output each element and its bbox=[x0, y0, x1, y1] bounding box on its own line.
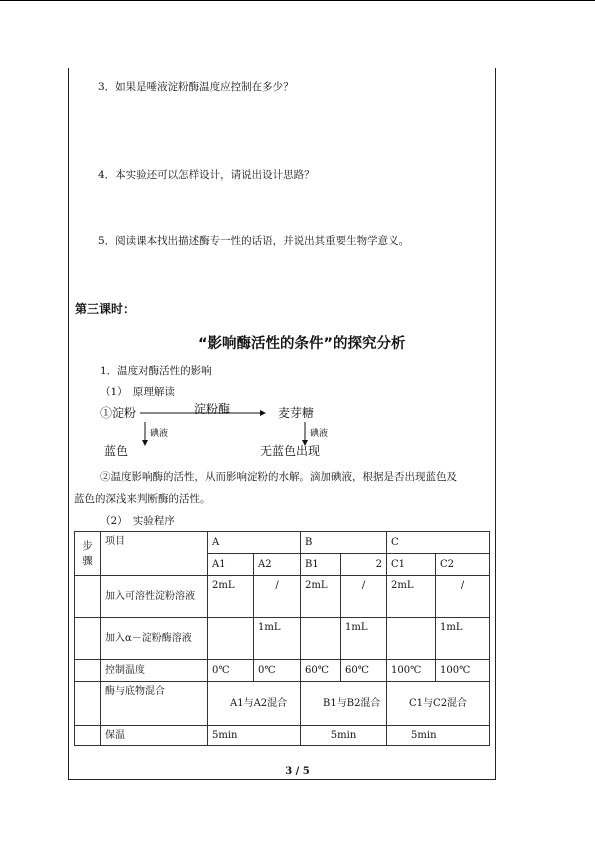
table-cell: 100℃ bbox=[436, 660, 490, 682]
table-row bbox=[75, 682, 490, 726]
table-cell: 1mL bbox=[254, 618, 301, 660]
step-cell bbox=[75, 682, 101, 726]
table-cell bbox=[208, 618, 254, 660]
item-header: 项目 bbox=[101, 532, 208, 576]
procedure-table bbox=[74, 531, 490, 746]
step-header: 步骤 bbox=[75, 532, 101, 576]
table-cell: 5min bbox=[208, 726, 301, 746]
table-cell: 5min bbox=[387, 726, 490, 746]
table-cell: 5min bbox=[301, 726, 387, 746]
table-cell: / bbox=[341, 576, 387, 618]
table-row bbox=[75, 576, 490, 618]
group-c-header: C bbox=[387, 532, 490, 554]
subheader-a1: A1 bbox=[208, 554, 254, 576]
step-cell bbox=[75, 726, 101, 746]
row-label: 加入可溶性淀粉溶液 bbox=[101, 576, 208, 618]
table-cell bbox=[387, 618, 436, 660]
group-b-header: B bbox=[301, 532, 387, 554]
table-cell: 60℃ bbox=[341, 660, 387, 682]
subsection-procedure: （2） 实验程序 bbox=[100, 515, 175, 527]
row-label: 酶与底物混合 bbox=[101, 682, 208, 726]
question-5: 5．阅读课本找出描述酶专一性的话语，并说出其重要生物学意义。 bbox=[98, 235, 410, 247]
subheader-a2: A2 bbox=[254, 554, 301, 576]
subheader-c1: C1 bbox=[387, 554, 436, 576]
table-cell: 2mL bbox=[301, 576, 341, 618]
subheader-b1: B1 bbox=[301, 554, 341, 576]
table-cell: 0℃ bbox=[208, 660, 254, 682]
question-3: 3．如果是唾液淀粉酶温度应控制在多少？ bbox=[98, 81, 294, 93]
step-cell bbox=[75, 576, 101, 618]
step-cell bbox=[75, 618, 101, 660]
table-row bbox=[75, 618, 490, 660]
reaction-arrowhead bbox=[260, 410, 266, 416]
subheader-b2: 2 bbox=[341, 554, 387, 576]
principle-diagram bbox=[100, 400, 380, 456]
subheader-c2: C2 bbox=[436, 554, 490, 576]
diagram-maltose: 麦芽糖 bbox=[278, 406, 315, 420]
diagram-iodine-right: 碘液 bbox=[310, 429, 329, 439]
diagram-starch: ①淀粉 bbox=[100, 406, 137, 420]
table-cell: / bbox=[254, 576, 301, 618]
step-cell bbox=[75, 660, 101, 682]
table-cell: 1mL bbox=[436, 618, 490, 660]
paragraph-line-2: 蓝色的深浅来判断酶的活性。 bbox=[74, 493, 211, 505]
table-cell: / bbox=[436, 576, 490, 618]
question-4: 4．本实验还可以怎样设计，请说出设计思路？ bbox=[98, 169, 315, 181]
table-row bbox=[75, 726, 490, 746]
table-cell: 1mL bbox=[341, 618, 387, 660]
table-cell: A1与A2混合 bbox=[208, 682, 301, 726]
row-label: 控制温度 bbox=[101, 660, 208, 682]
table-cell: 0℃ bbox=[254, 660, 301, 682]
table-cell: 2mL bbox=[208, 576, 254, 618]
diagram-iodine-left: 碘液 bbox=[150, 429, 169, 439]
row-label: 保温 bbox=[101, 726, 208, 746]
item-1-heading: 1．温度对酶活性的影响 bbox=[100, 365, 212, 377]
table-row bbox=[75, 660, 490, 682]
table-cell: B1与B2混合 bbox=[301, 682, 387, 726]
diagram-blue: 蓝色 bbox=[104, 444, 129, 458]
table-cell: 60℃ bbox=[301, 660, 341, 682]
row-label: 加入α－淀粉酶溶液 bbox=[101, 618, 208, 660]
iodine-arrowhead-left bbox=[142, 440, 148, 446]
header-rule bbox=[0, 0, 595, 1]
subsection-principle: （1） 原理解读 bbox=[100, 386, 175, 398]
table-cell: 2mL bbox=[387, 576, 436, 618]
diagram-arrows bbox=[100, 400, 380, 456]
page-title: “影响酶活性的条件”的探究分析 bbox=[198, 336, 406, 352]
paragraph-line-1: ②温度影响酶的活性，从而影响淀粉的水解。滴加碘液，根据是否出现蓝色及 bbox=[100, 471, 457, 483]
table-cell: C1与C2混合 bbox=[387, 682, 490, 726]
table-cell: 100℃ bbox=[387, 660, 436, 682]
diagram-enzyme: 淀粉酶 bbox=[194, 402, 231, 416]
page-number: 3 / 5 bbox=[285, 766, 310, 777]
table-header-row bbox=[75, 532, 490, 554]
section-heading: 第三课时： bbox=[75, 302, 136, 316]
group-a-header: A bbox=[208, 532, 301, 554]
table-cell bbox=[301, 618, 341, 660]
diagram-no-blue: 无蓝色出现 bbox=[260, 444, 321, 458]
